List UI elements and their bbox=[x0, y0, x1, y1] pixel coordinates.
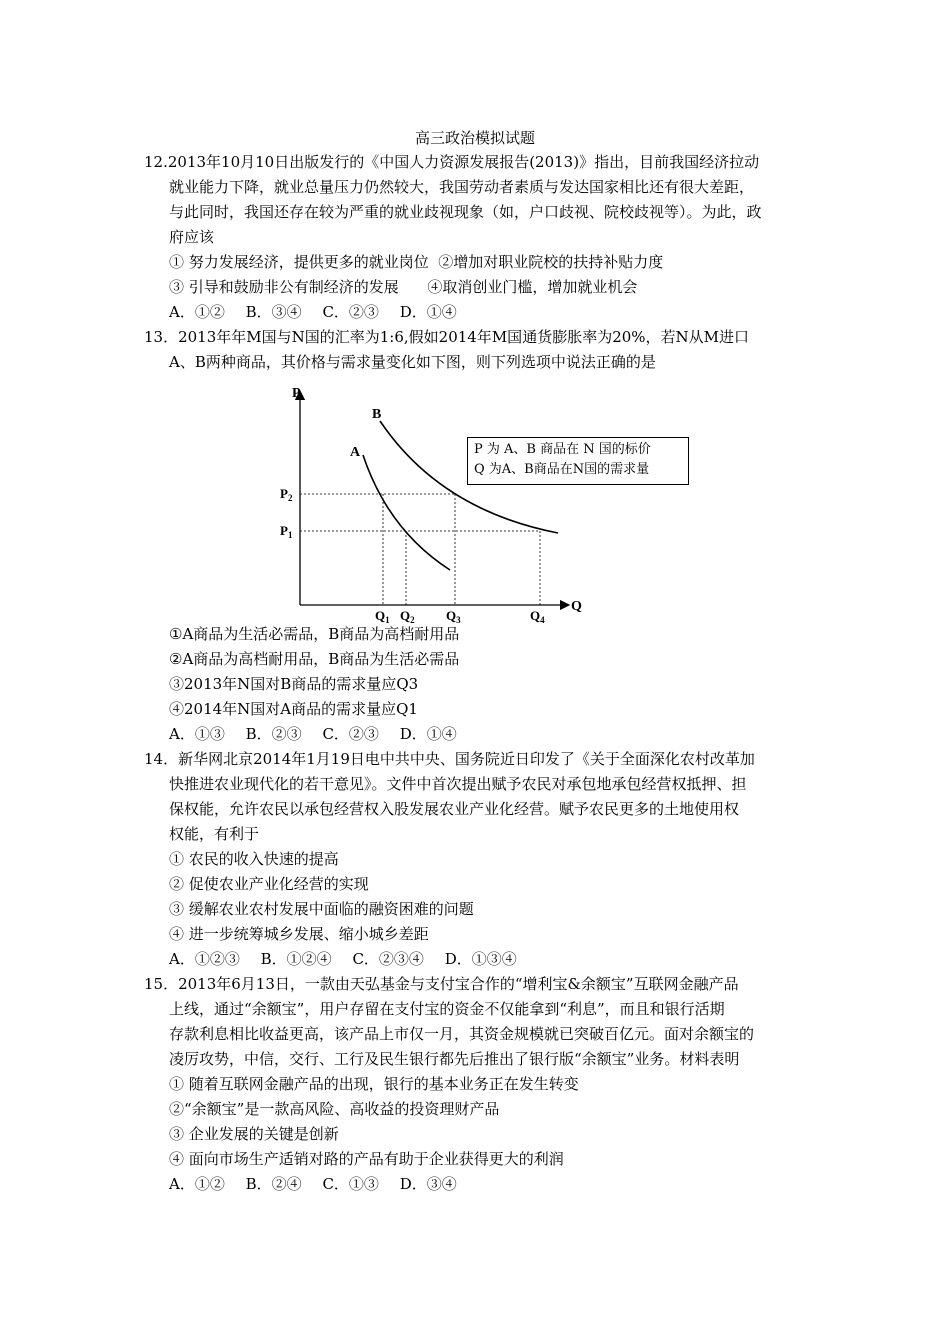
option-d[interactable]: D．①③④ bbox=[444, 950, 517, 968]
q12-line: 府应该 bbox=[169, 228, 215, 246]
q12-line: 12.2013年10月10日出版发行的《中国人力资源发展报告(2013)》指出，目前我国经济拉动 bbox=[144, 153, 760, 171]
option-a[interactable]: A．①② bbox=[169, 303, 225, 321]
q13-item: ①A商品为生活必需品，B商品为高档耐用品 bbox=[169, 625, 460, 643]
option-a[interactable]: A．①② bbox=[169, 1175, 225, 1193]
tick-q4: $Q_4$ bbox=[530, 608, 545, 625]
option-c[interactable]: C．①③ bbox=[322, 1175, 379, 1193]
q14-item: ④ 进一步统筹城乡发展、缩小城乡差距 bbox=[169, 925, 429, 943]
chart-legend bbox=[467, 437, 689, 485]
option-c[interactable]: C．②③ bbox=[322, 725, 379, 743]
q15-item: ① 随着互联网金融产品的出现，银行的基本业务正在发生转变 bbox=[169, 1075, 579, 1093]
q15-line: 存款利息相比收益更高，该产品上市仅一月，其资金规模就已突破百亿元。面对余额宝的 bbox=[169, 1025, 755, 1043]
q14-line: 权能，有利于 bbox=[169, 825, 260, 843]
curve-b-label: B bbox=[372, 407, 382, 422]
legend-entry: P 为 A、B 商品在 N 国的标价 bbox=[474, 442, 651, 457]
option-c[interactable]: C．②③ bbox=[322, 303, 379, 321]
tick-q1: $Q_1$ bbox=[375, 608, 390, 625]
q14-options bbox=[169, 947, 533, 971]
option-a[interactable]: A．①②③ bbox=[169, 950, 240, 968]
option-b[interactable]: B．②④ bbox=[245, 1175, 302, 1193]
option-d[interactable]: D．③④ bbox=[399, 1175, 457, 1193]
tick-q3: $Q_3$ bbox=[446, 608, 461, 625]
q13-line: A、B两种商品，其价格与需求量变化如下图，则下列选项中说法正确的是 bbox=[169, 353, 656, 371]
q15-options bbox=[169, 1172, 473, 1196]
tick-q2: $Q_2$ bbox=[400, 608, 415, 625]
option-d[interactable]: D．①④ bbox=[399, 303, 457, 321]
q14-line: 14．新华网北京2014年1月19日电中共中央、国务院近日印发了《关于全面深化农村改革加 bbox=[144, 750, 755, 768]
option-d[interactable]: D．①④ bbox=[399, 725, 457, 743]
q14-line: 保权能，允许农民以承包经营权入股发展农业产业化经营。赋予农民更多的土地使用权 bbox=[169, 800, 740, 818]
page-title: 高三政治模拟试题 bbox=[414, 129, 535, 147]
curve-a-label: A bbox=[350, 445, 361, 460]
curve-a bbox=[363, 455, 450, 570]
q12-item: ① 努力发展经济，提供更多的就业岗位 ②增加对职业院校的扶持补贴力度 bbox=[169, 253, 664, 271]
option-b[interactable]: B．①②④ bbox=[260, 950, 332, 968]
q12-item: ③ 引导和鼓励非公有制经济的发展 ④取消创业门槛，增加就业机会 bbox=[169, 278, 638, 296]
q15-line: 上线，通过“余额宝”，用户存留在支付宝的资金不仅能拿到“利息”，而且和银行活期 bbox=[169, 1000, 725, 1018]
y-axis-label: P bbox=[292, 386, 301, 401]
q15-item: ②“余额宝”是一款高风险、高收益的投资理财产品 bbox=[169, 1100, 500, 1118]
q13-line: 13．2013年年M国与N国的汇率为1:6,假如2014年M国通货膨胀率为20%，若N从M进口 bbox=[144, 328, 750, 346]
q13-options bbox=[169, 722, 473, 746]
q12-line: 与此同时，我国还存在较为严重的就业歧视现象（如，户口歧视、院校歧视等）。为此，政 bbox=[169, 203, 762, 221]
option-a[interactable]: A．①③ bbox=[169, 725, 225, 743]
q12-line: 就业能力下降，就业总量压力仍然较大，我国劳动者素质与发达国家相比还有很大差距， bbox=[169, 178, 755, 196]
tick-p2: $P_2$ bbox=[280, 486, 293, 503]
q13-item: ③2013年N国对B商品的需求量应Q3 bbox=[169, 675, 419, 693]
q15-line: 凌厉攻势，中信，交行、工行及民生银行都先后推出了银行版“余额宝”业务。材料表明 bbox=[169, 1050, 740, 1068]
x-axis-label: Q bbox=[571, 599, 582, 614]
q15-item: ③ 企业发展的关键是创新 bbox=[169, 1125, 339, 1143]
q13-item: ②A商品为高档耐用品，B商品为生活必需品 bbox=[169, 650, 460, 668]
q12-options bbox=[169, 300, 473, 324]
q14-item: ② 促使农业产业化经营的实现 bbox=[169, 875, 369, 893]
tick-p1: $P_1$ bbox=[280, 523, 293, 540]
option-b[interactable]: B．③④ bbox=[245, 303, 302, 321]
q14-item: ③ 缓解农业农村发展中面临的融资困难的问题 bbox=[169, 900, 474, 918]
q13-item: ④2014年N国对A商品的需求量应Q1 bbox=[169, 700, 418, 718]
option-b[interactable]: B．②③ bbox=[245, 725, 302, 743]
q15-line: 15．2013年6月13日，一款由天弘基金与支付宝合作的“增利宝&余额宝”互联网金融产品 bbox=[144, 975, 739, 993]
q14-line: 快推进农业现代化的若干意见》。文件中首次提出赋予农民对承包地承包经营权抵押、担 bbox=[169, 775, 747, 793]
legend-entry: Q 为A、B商品在N国的需求量 bbox=[474, 462, 650, 477]
q15-item: ④ 面向市场生产适销对路的产品有助于企业获得更大的利润 bbox=[169, 1150, 564, 1168]
q14-item: ① 农民的收入快速的提高 bbox=[169, 850, 339, 868]
option-c[interactable]: C．②③④ bbox=[352, 950, 424, 968]
